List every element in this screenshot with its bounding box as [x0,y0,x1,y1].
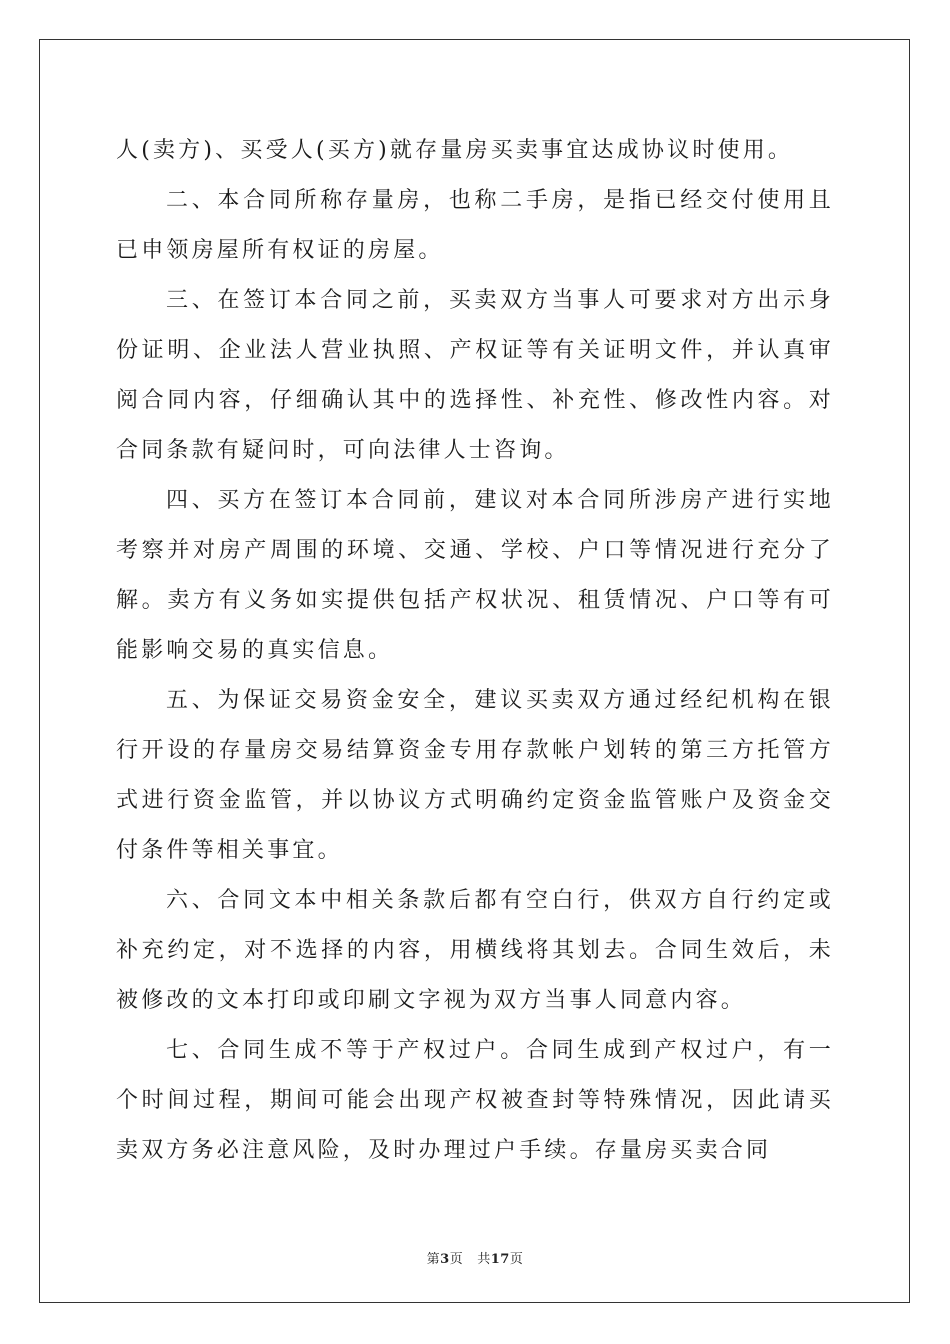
paragraph-5: 五、为保证交易资金安全，建议买卖双方通过经纪机构在银行开设的存量房交易结算资金专用存款帐户划转的第三方托管方式进行资金监管，并以协议方式明确约定资金监管账户及资金交付条件等相关事宜。 [116,688,834,863]
page-prefix: 第 [426,1252,441,1267]
page-suffix: 页 [449,1252,464,1267]
paragraph-6: 六、合同文本中相关条款后都有空白行，供双方自行约定或补充约定，对不选择的内容，用横线将其划去。合同生效后，未被修改的文本打印或印刷文字视为双方当事人同意内容。 [116,888,834,1013]
paragraph-4: 四、买方在签订本合同前，建议对本合同所涉房产进行实地考察并对房产周围的环境、交通、学校、户口等情况进行充分了解。卖方有义务如实提供包括产权状况、租赁情况、户口等有可能影响交易的真实信息。 [116,488,834,663]
document-body [116,126,834,1176]
paragraph-continued: 人(卖方)、买受人(买方)就存量房买卖事宜达成协议时使用。 [116,138,794,163]
paragraph-3: 三、在签订本合同之前，买卖双方当事人可要求对方出示身份证明、企业法人营业执照、产权证等有关证明文件，并认真审阅合同内容，仔细确认其中的选择性、补充性、修改性内容。对合同条款有疑问时，可向法律人士咨询。 [116,288,834,463]
page-number-footer [0,1248,950,1267]
total-page-count: 17 [490,1252,510,1267]
paragraph-2: 二、本合同所称存量房，也称二手房，是指已经交付使用且已申领房屋所有权证的房屋。 [116,188,834,263]
total-suffix: 页 [509,1252,524,1267]
total-prefix: 共 [477,1252,491,1267]
current-page-number: 3 [440,1252,450,1267]
paragraph-7: 七、合同生成不等于产权过户。合同生成到产权过户，有一个时间过程，期间可能会出现产权被查封等特殊情况，因此请买卖双方务必注意风险，及时办理过户手续。存量房买卖合同 [116,1038,834,1163]
